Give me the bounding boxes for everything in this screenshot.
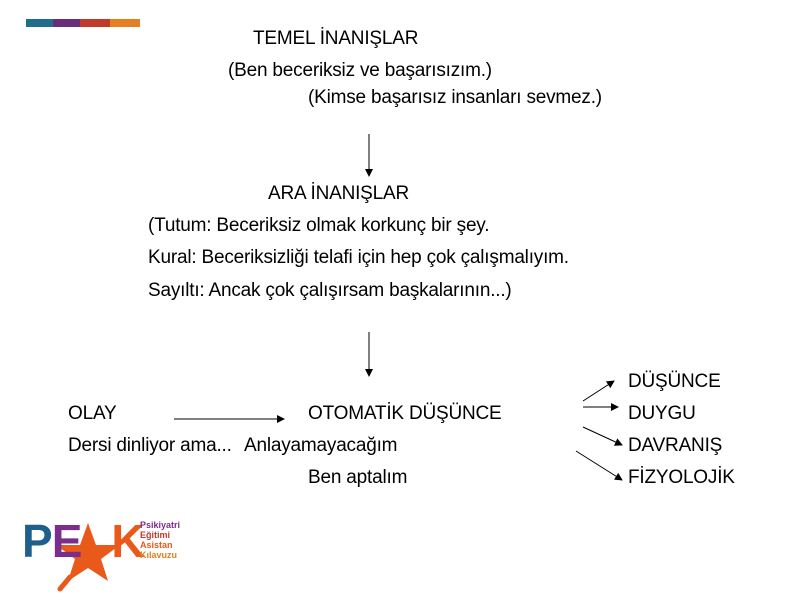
- logo-line-4: Kılavuzu: [140, 550, 178, 560]
- reaction-emotion: DUYGU: [628, 403, 696, 424]
- arrow-to-physiology-reaction: [576, 451, 622, 480]
- automatic-thought-example-1: Anlayamayacağım: [244, 435, 398, 456]
- logo-letter-k: K: [111, 515, 144, 567]
- core-belief-1: (Ben beceriksiz ve başarısızım.): [228, 60, 492, 81]
- intermediate-beliefs-title: ARA İNANIŞLAR: [268, 183, 410, 204]
- intermediate-belief-assumption: Sayıltı: Ancak çok çalışırsam başkalarının...): [148, 280, 512, 301]
- intermediate-belief-rule: Kural: Beceriksizliği telafi için hep çok çalışmalıyım.: [148, 247, 569, 268]
- reaction-thought: DÜŞÜNCE: [628, 371, 721, 392]
- arrow-to-thought-reaction: [583, 381, 614, 401]
- situation-example: Dersi dinliyor ama...: [68, 435, 232, 456]
- reaction-physiology: FİZYOLOJİK: [628, 467, 735, 488]
- logo-subtitle: [140, 520, 180, 560]
- logo-line-3: Asistan: [140, 540, 173, 550]
- logo-letter-p: P: [22, 515, 52, 567]
- situation-label: OLAY: [68, 403, 117, 424]
- core-beliefs-title: TEMEL İNANIŞLAR: [253, 28, 419, 49]
- logo-line-1: Psikiyatri: [140, 520, 181, 530]
- reaction-behavior: DAVRANIŞ: [628, 435, 723, 456]
- peak-logo: [22, 515, 192, 595]
- logo-line-2: Eğitimi: [140, 530, 171, 540]
- core-belief-2: (Kimse başarısız insanları sevmez.): [308, 87, 602, 108]
- arrow-to-behavior-reaction: [583, 427, 622, 445]
- automatic-thought-label: OTOMATİK DÜŞÜNCE: [308, 403, 502, 424]
- logo-letters: [22, 515, 144, 567]
- automatic-thought-example-2: Ben aptalım: [308, 467, 408, 488]
- intermediate-belief-attitude: (Tutum: Beceriksiz olmak korkunç bir şey.: [148, 215, 490, 236]
- logo-letter-e: E: [51, 515, 82, 567]
